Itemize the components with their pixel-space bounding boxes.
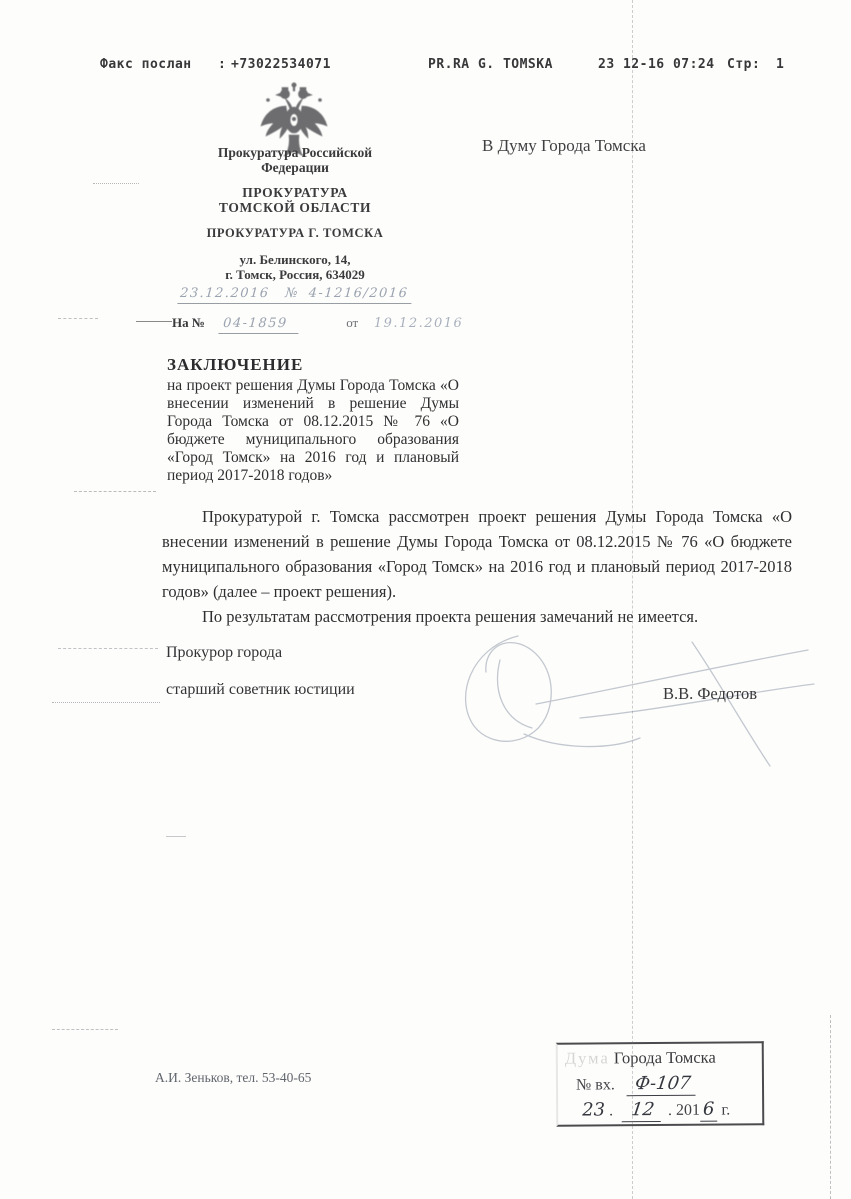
address-city: г. Томск, Россия, 634029 [225, 266, 365, 282]
outgoing-no-sign: № [284, 286, 300, 301]
stamp-year-printed: 201 [675, 1101, 701, 1119]
from-label: от [346, 315, 359, 330]
org-federation-line1: Прокуратура Российской [217, 145, 373, 160]
stamp-org-line [565, 1048, 716, 1069]
handwritten-signature [440, 608, 820, 773]
outgoing-number-handwritten: 4-1216/2016 [308, 286, 409, 301]
incoming-registration-stamp [556, 1041, 765, 1126]
scan-artifact [52, 1029, 118, 1030]
stamp-year-suffix: г. [721, 1101, 731, 1119]
org-region-line1: ПРОКУРАТУРА [242, 185, 348, 200]
scan-artifact [58, 318, 98, 319]
fax-sender: PR.RA G. TOMSKA [428, 57, 553, 72]
org-federation-line2: Федерации [261, 160, 329, 175]
stamp-incoming-label: № вх. [575, 1076, 615, 1094]
executor-contact: А.И. Зеньков, тел. 53-40-65 [155, 1070, 312, 1085]
stamp-incoming-number-handwritten: Ф-107 [626, 1073, 698, 1097]
body-paragraph-1: Прокуратурой г. Томска рассмотрен проект решения Думы Города Томска «О внесении изменений в решение Думы Города Томска от 08.12.2015 № 76 «О бюджете муниципального образования «Город Томск» на 2016 год и плановый период 2017-2018 годов» (далее – проект решения). [162, 507, 792, 601]
incoming-ref-label: На № [172, 315, 205, 330]
incoming-ref-number-handwritten: 04-1859 [218, 316, 299, 334]
signer-position-line1: Прокурор города [166, 644, 283, 661]
stamp-year-handwritten: 6 [700, 1099, 718, 1122]
fax-colon: : [218, 57, 227, 72]
scan-artifact [136, 321, 172, 322]
scan-artifact [58, 648, 158, 649]
fax-number: +73022534071 [231, 57, 331, 72]
fax-page-label: Стр: [727, 57, 761, 72]
fax-sent-label: Факс послан [100, 57, 192, 72]
scan-artifact [93, 183, 139, 184]
org-region-line2: ТОМСКОЙ ОБЛАСТИ [218, 200, 372, 215]
incoming-reference-line [172, 315, 463, 334]
org-city: ПРОКУРАТУРА Г. ТОМСКА [206, 226, 384, 240]
scan-artifact [52, 702, 160, 703]
scan-artifact [74, 491, 156, 492]
stamp-dot1: . [609, 1102, 614, 1120]
signer-name: В.В. Федотов [663, 684, 757, 703]
conclusion-block [167, 355, 459, 485]
fax-page-number: 1 [776, 57, 785, 72]
stamp-month-handwritten: 12 [622, 1099, 664, 1122]
stamp-date-line [582, 1099, 730, 1123]
stamp-number-line [576, 1073, 697, 1097]
stamp-dot2: . [667, 1101, 673, 1119]
body-paragraph-2: По результатам рассмотрения проекта решения замечаний не имеется. [202, 607, 699, 626]
letterhead [150, 145, 440, 282]
conclusion-subject: на проект решения Думы Города Томска «О внесении изменений в решение Думы Города Томска от 08.12.2015 № 76 «О бюджете муниципального образования «Город Томск» на 2016 год и плановый период 2017-2018 годов» [167, 377, 459, 484]
vertical-fold-line-right [830, 1015, 831, 1199]
address-street: ул. Белинского, 14, [239, 252, 351, 267]
scan-artifact [166, 836, 186, 837]
outgoing-reference-line [177, 286, 413, 304]
conclusion-title: ЗАКЛЮЧЕНИЕ [167, 355, 304, 374]
fax-datetime: 23 12-16 07:24 [598, 57, 715, 72]
outgoing-date-handwritten: 23.12.2016 [179, 286, 271, 301]
stamp-org-faint: Дума [564, 1048, 610, 1068]
stamp-org: Города Томска [613, 1047, 716, 1068]
addressee: В Думу Города Томска [482, 136, 646, 155]
stamp-day-handwritten: 23 [582, 1099, 606, 1121]
vertical-fold-line [632, 0, 633, 1199]
signer-position-line2: старший советник юстиции [166, 681, 355, 698]
incoming-ref-date-handwritten: 19.12.2016 [373, 316, 464, 331]
